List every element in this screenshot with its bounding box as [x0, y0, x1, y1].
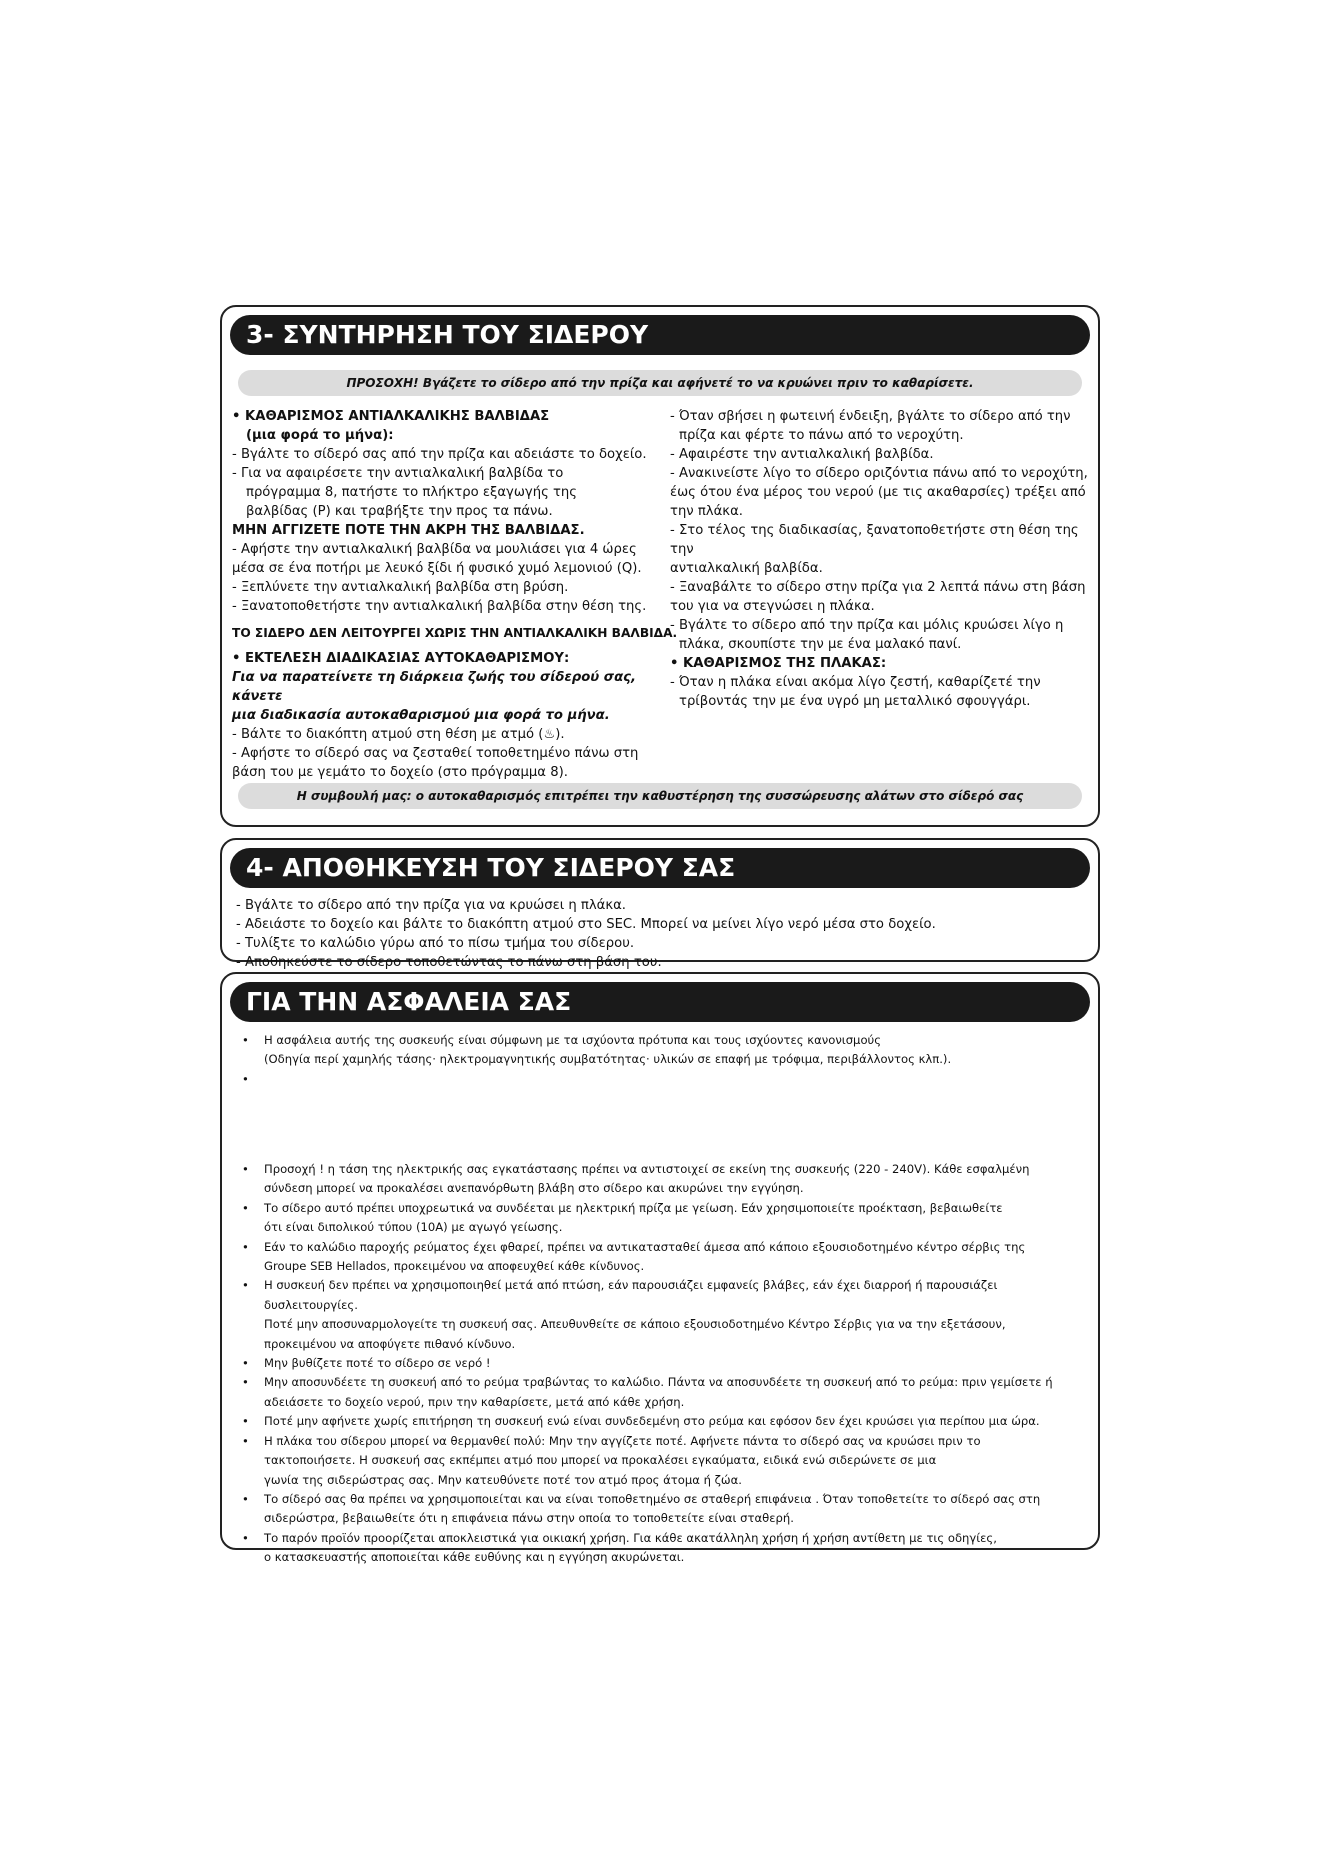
text-line: • Ποτέ μην αφήνετε χωρίς επιτήρηση τη συσκευή ενώ είναι συνδεδεμένη στο ρεύμα και εφόσον δεν έχει κρυώσει για περίπου μια ώρα. — [264, 1414, 1040, 1429]
text-line: - Βγάλτε το σίδερό σας από την πρίζα και αδειάστε το δοχείο. — [232, 447, 647, 462]
list-item — [238, 1432, 1094, 1490]
text-line: ότι είναι διπολικού τύπου (10A) με αγωγό γείωσης. — [264, 1220, 563, 1235]
text-line: • Προσοχή ! η τάση της ηλεκτρικής σας εγκατάστασης πρέπει να αντιστοιχεί σε εκείνη της συσκευής (220 - 240V). Κάθε εσφαλμένη — [264, 1162, 1030, 1176]
safety-list — [238, 1160, 1094, 1568]
safety-title: ΓΙΑ ΤΗΝ ΑΣΦΑΛΕΙΑ ΣΑΣ — [230, 982, 1090, 1022]
text-line: • Το σίδερο αυτό πρέπει υποχρεωτικά να συνδέεται με ηλεκτρική πρίζα με γείωση. Εάν χρησιμοποιείτε προέκταση, βεβαιωθείτε — [264, 1200, 1003, 1215]
text-line: - Βάλτε το διακόπτη ατμού στη θέση με ατμό (♨). — [232, 727, 565, 742]
text-line: μια διαδικασία αυτοκαθαρισμού μια φορά το μήνα. — [232, 708, 610, 723]
text-line: - Ξανατοποθετήστε την αντιαλκαλική βαλβίδα στην θέση της. — [232, 599, 647, 614]
storage-section — [220, 838, 1100, 970]
maintenance-warning: ΠΡΟΣΟΧΗ! Βγάζετε το σίδερο από την πρίζα και αφήνετέ το να κρυώνει πριν το καθαρίσετε. — [238, 370, 1082, 396]
safety-list-top — [238, 1031, 1094, 1089]
text-line: πρίζα και φέρτε το πάνω από το νεροχύτη. — [679, 428, 964, 443]
list-item — [238, 1031, 1094, 1070]
text-line: • ΕΚΤΕΛΕΣΗ ΔΙΑΔΙΚΑΣΙΑΣ ΑΥΤΟΚΑΘΑΡΙΣΜΟΥ: — [232, 651, 570, 666]
text-line: πλάκα, σκουπίστε την με ένα μαλακό πανί. — [679, 637, 962, 652]
list-item — [238, 1354, 1094, 1373]
text-line: • Η συσκευή δεν πρέπει να χρησιμοποιηθεί μετά από πτώση, εάν παρουσιάζει εμφανείς βλάβες, εάν έχει διαρροή ή παρουσιάζει δυσλειτουργίες. — [264, 1278, 998, 1312]
list-item: - Τυλίξτε το καλώδιο γύρω από το πίσω τμήμα του σίδερου. — [236, 936, 635, 951]
text-line: του για να στεγνώσει η πλάκα. — [670, 599, 875, 614]
safety-section — [220, 972, 1100, 1565]
maintenance-title: 3- ΣΥΝΤΗΡΗΣΗ ΤΟΥ ΣΙΔΕΡΟΥ — [230, 315, 1090, 355]
text-line: - Ξαναβάλτε το σίδερο στην πρίζα για 2 λεπτά πάνω στη βάση — [670, 580, 1086, 595]
text-line: - Αφαιρέστε την αντιαλκαλική βαλβίδα. — [670, 447, 934, 462]
text-line: - Αφήστε την αντιαλκαλική βαλβίδα να μουλιάσει για 4 ώρες — [232, 542, 637, 557]
text-line: (Οδηγία περί χαμηλής τάσης· ηλεκτρομαγνητικής συμβατότητας· υλικών σε επαφή με τρόφιμα, περιβάλλοντος κλπ.). — [264, 1052, 952, 1067]
text-line: έως ότου ένα μέρος του νερού (με τις ακαθαρσίες) τρέξει από — [670, 485, 1086, 500]
text-line: - Όταν σβήσει η φωτεινή ένδειξη, βγάλτε το σίδερο από την — [670, 409, 1071, 424]
text-line: - Ανακινείστε λίγο το σίδερο οριζόντια πάνω από το νεροχύτη, — [670, 466, 1088, 481]
list-item — [238, 1412, 1094, 1431]
text-line: σύνδεση μπορεί να προκαλέσει ανεπανόρθωτη βλάβη στο σίδερο και ακυρώνει την εγγύηση. — [264, 1181, 804, 1196]
text-line: Για να παρατείνετε τη διάρκεια ζωής του σίδερού σας, κάνετε — [232, 670, 636, 704]
text-line: προκειμένου να αποφύγετε πιθανό κίνδυνο. — [264, 1336, 516, 1351]
text-line: • Το παρόν προϊόν προορίζεται αποκλειστικά για οικιακή χρήση. Για κάθε ακατάλληλη χρήση ή χρήση αντίθετη με τις οδηγίες, — [264, 1530, 997, 1545]
text-line: (μια φορά το μήνα): — [246, 428, 394, 443]
text-line: βαλβίδας (P) και τραβήξτε την προς τα πάνω. — [246, 504, 553, 519]
maintenance-left-column — [232, 407, 684, 782]
text-line: • Εάν το καλώδιο παροχής ρεύματος έχει φθαρεί, πρέπει να αντικατασταθεί άμεσα από κάποιο εξουσιοδοτημένο κέντρο σέρβις της — [264, 1239, 1026, 1254]
text-line: - Όταν η πλάκα είναι ακόμα λίγο ζεστή, καθαρίζετέ την — [670, 675, 1041, 690]
text-line: μέσα σε ένα ποτήρι με λευκό ξίδι ή φυσικό χυμό λεμονιού (Q). — [232, 561, 642, 576]
list-item — [238, 1199, 1094, 1238]
list-item — [238, 1238, 1094, 1277]
text-line: ΤΟ ΣΙΔΕΡΟ ΔΕΝ ΛΕΙΤΟΥΡΓΕΙ ΧΩΡΙΣ ΤΗΝ ΑΝΤΙΑΛΚΑΛΙΚΗ ΒΑΛΒΙΔΑ. — [232, 626, 678, 640]
text-line: την πλάκα. — [670, 504, 743, 519]
text-line: Ποτέ μην αποσυναρμολογείτε τη συσκευή σας. Απευθυνθείτε σε κάποιο εξουσιοδοτημένο Κέντρο Σέρβις για να την εξετάσουν, — [264, 1317, 1006, 1332]
text-line: • Η ασφάλεια αυτής της συσκευής είναι σύμφωνη με τα ισχύοντα πρότυπα και τους ισχύοντες κανονισμούς — [264, 1033, 882, 1047]
list-item — [238, 1373, 1094, 1412]
text-line: σιδερώστρα, βεβαιωθείτε ότι η επιφάνεια πάνω στην οποία το τοποθετείτε είναι σταθερή. — [264, 1511, 794, 1526]
text-line: • Μην βυθίζετε ποτέ το σίδερο σε νερό ! — [264, 1356, 491, 1371]
text-line: • Μην αποσυνδέετε τη συσκευή από το ρεύμα τραβώντας το καλώδιο. Πάντα να αποσυνδέετε τη συσκευή από το ρεύμα: πριν γεμίσετε ή — [264, 1375, 1053, 1390]
list-item — [238, 1490, 1094, 1529]
text-line: ΜΗΝ ΑΓΓΙΖΕΤΕ ΠΟΤΕ ΤΗΝ ΑΚΡΗ ΤΗΣ ΒΑΛΒΙΔΑΣ. — [232, 523, 585, 538]
text-line: βάση του με γεμάτο το δοχείο (στο πρόγραμμα 8). — [232, 765, 568, 780]
text-line: αντιαλκαλική βαλβίδα. — [670, 561, 823, 576]
text-line: τρίβοντάς την με ένα υγρό μη μεταλλικό σφουγγάρι. — [679, 694, 1031, 709]
text-line: ο κατασκευαστής αποποιείται κάθε ευθύνης και η εγγύηση ακυρώνεται. — [264, 1550, 685, 1565]
maintenance-right-column — [670, 407, 1100, 711]
storage-title: 4- ΑΠΟΘΗΚΕΥΣΗ ΤΟΥ ΣΙΔΕΡΟΥ ΣΑΣ — [230, 848, 1090, 888]
list-item-empty — [238, 1070, 1094, 1089]
list-item: - Αποθηκεύστε το σίδερο τοποθετώντας το πάνω στη βάση του. — [236, 955, 662, 970]
list-item — [238, 1529, 1094, 1568]
storage-list — [236, 896, 936, 972]
text-line: - Βγάλτε το σίδερο από την πρίζα και μόλις κρυώσει λίγο η — [670, 618, 1064, 633]
list-item: - Βγάλτε το σίδερο από την πρίζα για να κρυώσει η πλάκα. — [236, 898, 626, 913]
text-line: τακτοποιήσετε. Η συσκευή σας εκπέμπει ατμό που μπορεί να προκαλέσει εγκαύματα, ειδικά ενώ σιδερώνετε σε μια — [264, 1453, 937, 1468]
maintenance-section — [220, 305, 1100, 827]
text-line: - Αφήστε το σίδερό σας να ζεσταθεί τοποθετημένο πάνω στη — [232, 746, 639, 761]
list-item — [238, 1160, 1094, 1199]
list-item: - Αδειάστε το δοχείο και βάλτε το διακόπτη ατμού στο SEC. Μπορεί να μείνει λίγο νερό μέσα στο δοχείο. — [236, 917, 936, 932]
text-line: αδειάσετε το δοχείο νερού, πριν την καθαρίσετε, μετά από κάθε χρήση. — [264, 1394, 685, 1409]
text-line: πρόγραμμα 8, πατήστε το πλήκτρο εξαγωγής της — [246, 485, 578, 500]
list-item — [238, 1276, 1094, 1354]
text-line: - Για να αφαιρέσετε την αντιαλκαλική βαλβίδα το — [232, 466, 564, 481]
text-line: • Το σίδερό σας θα πρέπει να χρησιμοποιείται και να είναι τοποθετημένο σε σταθερή επιφάνεια . Όταν τοποθετείτε το σίδερό σας στη — [264, 1491, 1041, 1506]
text-line: • ΚΑΘΑΡΙΣΜΟΣ ΤΗΣ ΠΛΑΚΑΣ: — [670, 656, 887, 671]
text-line: - Ξεπλύνετε την αντιαλκαλική βαλβίδα στη βρύση. — [232, 580, 569, 595]
text-line: • ΚΑΘΑΡΙΣΜΟΣ ΑΝΤΙΑΛΚΑΛΙΚΗΣ ΒΑΛΒΙΔΑΣ — [232, 409, 550, 424]
text-line: Groupe SEB Hellados, προκειμένου να αποφευχθεί κάθε κίνδυνος. — [264, 1259, 645, 1274]
text-line: • Η πλάκα του σίδερου μπορεί να θερμανθεί πολύ: Μην την αγγίζετε ποτέ. Αφήνετε πάντα το σίδερό σας να κρυώσει πριν το — [264, 1433, 981, 1448]
maintenance-tip: Η συμβουλή μας: ο αυτοκαθαρισμός επιτρέπει την καθυστέρηση της συσσώρευσης αλάτων στο σίδερό σας — [238, 783, 1082, 809]
text-line: γωνία της σιδερώστρας σας. Μην κατευθύνετε ποτέ τον ατμό προς άτομα ή ζώα. — [264, 1472, 742, 1487]
text-line: - Στο τέλος της διαδικασίας, ξανατοποθετήστε στη θέση της την — [670, 523, 1079, 557]
